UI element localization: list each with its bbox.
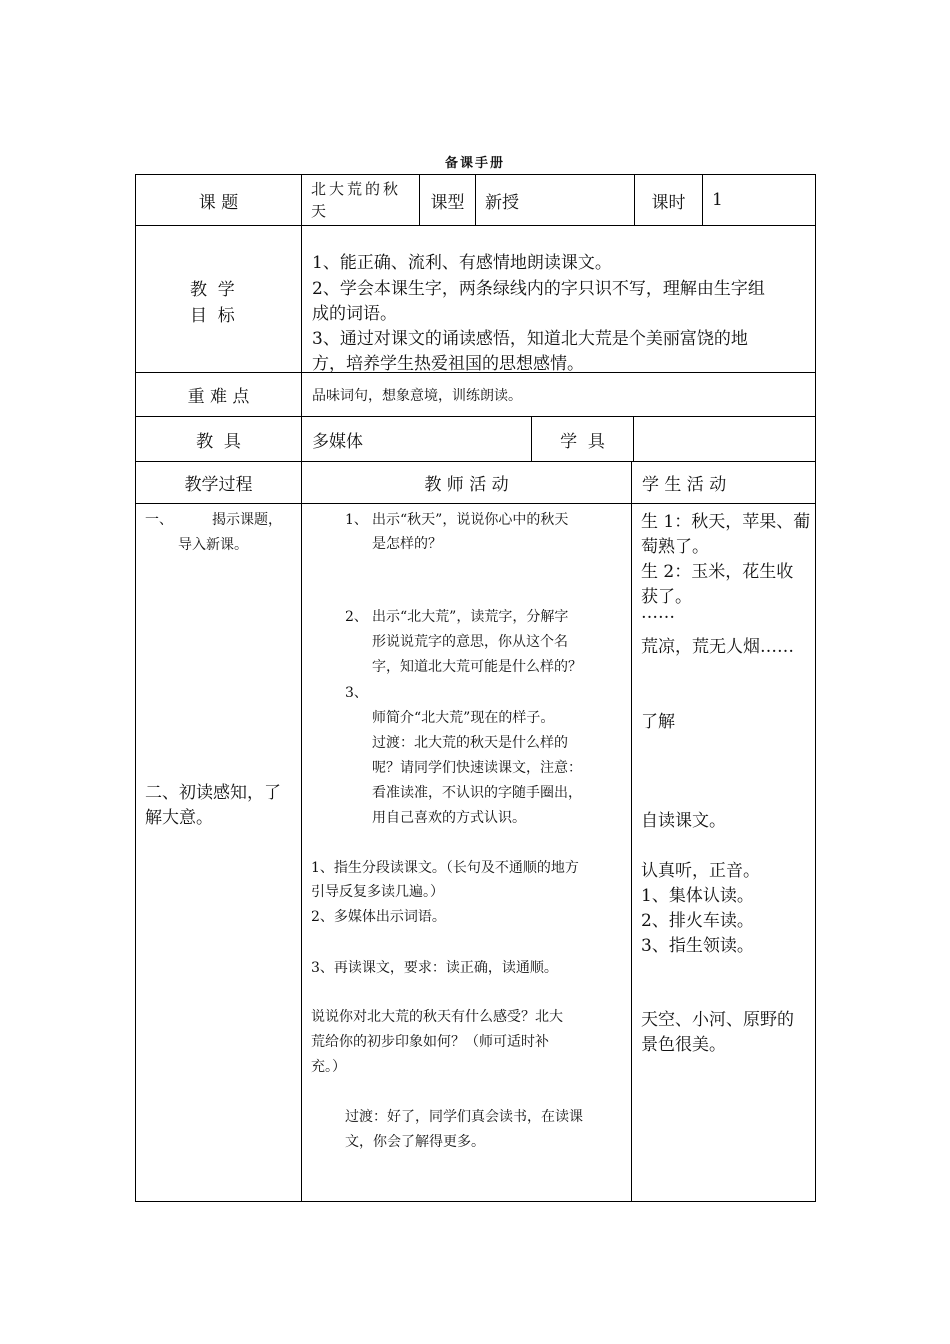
a3-line2: 过渡：北大荒的秋天是什么样的 xyxy=(372,735,568,751)
goal-line: 1、能正确、流利、有感情地朗读课文。 xyxy=(312,253,612,273)
goal-line: 成的词语。 xyxy=(312,304,397,324)
topic-value-line1: 北大荒的秋 xyxy=(311,180,402,198)
step1-line1: 揭示课题， xyxy=(212,512,282,528)
b1-line1: 1、指生分段读课文。（长句及不通顺的地方 xyxy=(311,860,579,876)
process-header-col3: 学 生 活 动 xyxy=(642,475,727,495)
a2-line3: 字，知道北大荒可能是什么样的？ xyxy=(372,659,582,675)
a3-num: 3、 xyxy=(345,685,368,701)
a2-line1: 出示“北大荒”，读荒字，分解字 xyxy=(372,609,569,625)
a3-line5: 用自己喜欢的方式认识。 xyxy=(372,810,526,826)
step1-num: 一、 xyxy=(145,512,173,528)
a1-num: 1、 xyxy=(345,512,368,528)
b4-line2: 荒给你的初步印象如何？（师可适时补 xyxy=(311,1034,549,1050)
step2-line2: 解大意。 xyxy=(145,808,213,828)
b4-line1: 说说你对北大荒的秋天有什么感受？北大 xyxy=(311,1009,563,1025)
s4: 荒凉，荒无人烟…… xyxy=(641,637,794,657)
teacher-tools-value: 多媒体 xyxy=(312,431,363,452)
b5-line2: 文，你会了解得更多。 xyxy=(345,1134,485,1150)
goal-line: 方，培养学生热爱祖国的思想感情。 xyxy=(312,354,584,374)
s7: 认真听，正音。 xyxy=(641,861,760,881)
s2-line1: 生 2：玉米，花生收 xyxy=(641,562,794,582)
a3-line3: 呢？请同学们快速读课文，注意： xyxy=(372,760,582,776)
a1-line2: 是怎样的？ xyxy=(372,536,442,552)
goal-line: 2、学会本课生字，两条绿线内的字只识不写，理解由生字组 xyxy=(312,279,765,299)
step1-line2: 导入新课。 xyxy=(178,537,248,553)
topic-label: 课 题 xyxy=(198,192,239,213)
s11-line2: 景色很美。 xyxy=(641,1035,726,1055)
s9: 2、排火车读。 xyxy=(641,911,754,931)
s2-line2: 获了。 xyxy=(641,587,692,607)
process-header-col1: 教学过程 xyxy=(184,475,253,495)
a3-line1: 师简介“北大荒”现在的样子。 xyxy=(372,710,555,726)
goals-label-line1: 教 学 xyxy=(190,280,235,300)
a2-line2: 形说说荒字的意思，你从这个名 xyxy=(372,634,568,650)
b1-line2: 引导反复多读几遍。） xyxy=(311,884,444,900)
type-value: 新授 xyxy=(485,192,519,213)
s10: 3、指生领读。 xyxy=(641,936,754,956)
a1-line1: 出示“秋天”，说说你心中的秋天 xyxy=(372,512,569,528)
b5-line1: 过渡：好了，同学们真会读书，在读课 xyxy=(345,1109,583,1125)
s1-line1: 生 1：秋天，苹果、葡 xyxy=(641,512,811,532)
page-title: 备课手册 xyxy=(444,156,505,171)
a3-line4: 看准读准，不认识的字随手圈出， xyxy=(372,785,582,801)
hours-label: 课时 xyxy=(651,192,686,213)
difficulty-value: 品味词句，想象意境，训练朗读。 xyxy=(312,387,522,404)
b2: 2、多媒体出示词语。 xyxy=(311,909,446,925)
goal-line: 3、通过对课文的诵读感悟，知道北大荒是个美丽富饶的地 xyxy=(312,329,748,349)
topic-value-line2: 天 xyxy=(311,202,327,220)
s6: 自读课文。 xyxy=(641,811,726,831)
b4-line3: 充。） xyxy=(311,1059,346,1075)
s8: 1、集体认读。 xyxy=(641,886,754,906)
teacher-tools-label: 教 具 xyxy=(196,431,241,452)
s3: …… xyxy=(641,603,675,623)
type-label: 课型 xyxy=(430,192,465,213)
a2-num: 2、 xyxy=(345,609,368,625)
s1-line2: 萄熟了。 xyxy=(641,537,709,557)
step2-line1: 二、初读感知，了 xyxy=(145,783,281,803)
hours-value: 1 xyxy=(712,190,723,210)
student-tools-value xyxy=(640,417,810,461)
goals-label-line2: 目 标 xyxy=(190,306,235,326)
s5: 了解 xyxy=(641,712,675,732)
process-header-col2: 教 师 活 动 xyxy=(424,475,509,495)
s11-line1: 天空、小河、原野的 xyxy=(641,1010,794,1030)
b3: 3、再读课文，要求：读正确，读通顺。 xyxy=(311,960,558,976)
difficulty-label: 重 难 点 xyxy=(187,387,250,407)
student-tools-label: 学 具 xyxy=(560,431,605,452)
